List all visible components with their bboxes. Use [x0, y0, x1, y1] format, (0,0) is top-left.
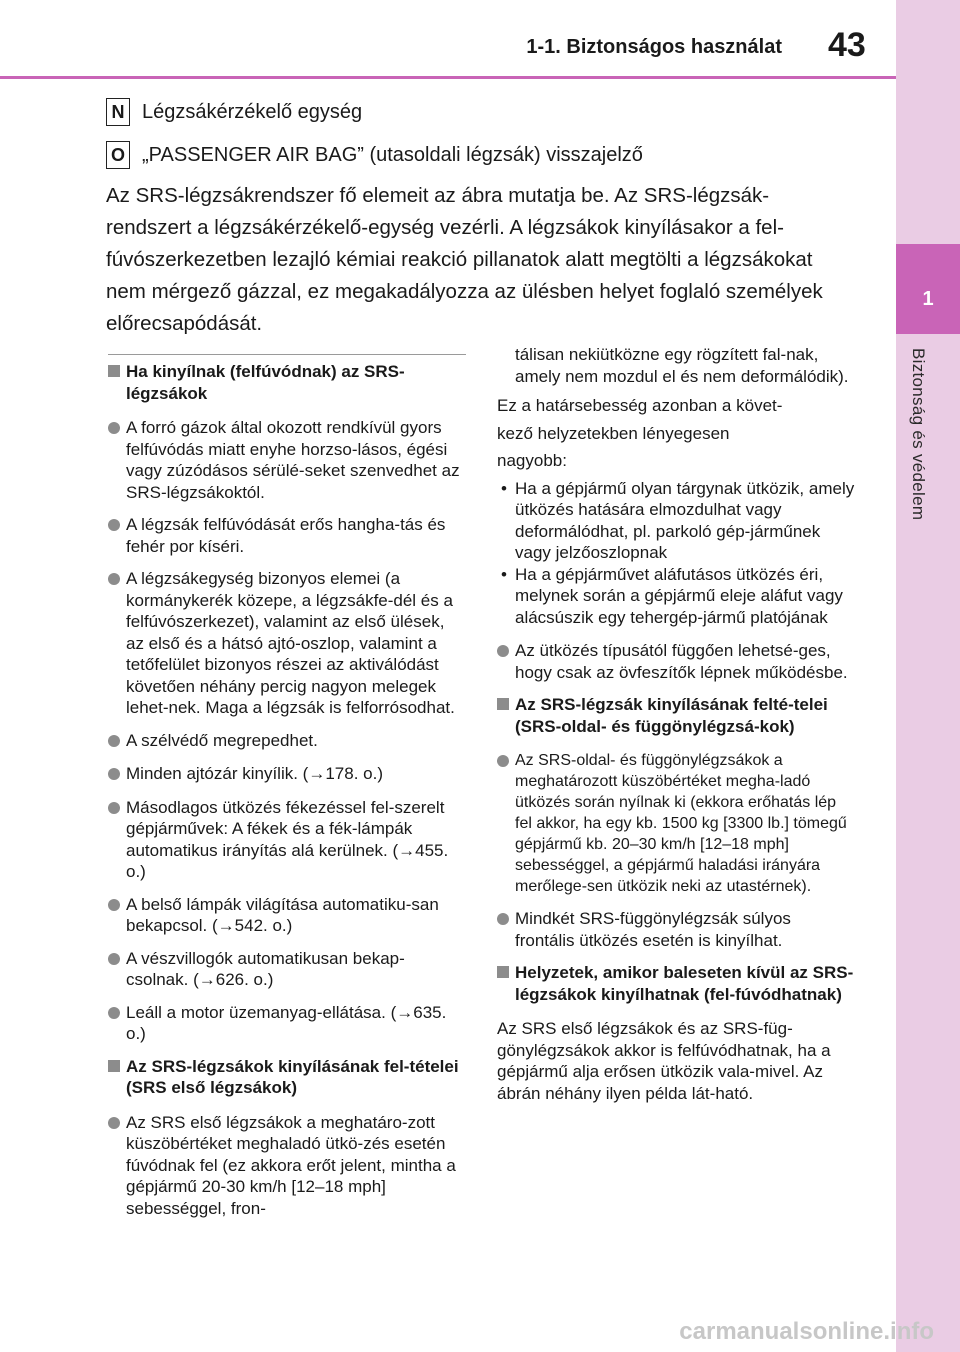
page-number: 43: [828, 26, 866, 64]
continued-text: tálisan nekiütközne egy rögzített fal-nak, amely nem mozdul el és nem deformálódik).: [515, 345, 849, 386]
header-divider: [0, 76, 896, 79]
bullet-item: Leáll a motor üzemanyag-ellátása. (→635. o.): [108, 1002, 466, 1045]
column-divider: [108, 354, 466, 355]
square-bullet-icon: [497, 698, 509, 710]
watermark: carmanualsonline.info: [679, 1318, 934, 1345]
legend-item-n: [106, 98, 362, 126]
left-column: [108, 340, 466, 1230]
dash-item: • Ha a gépjármű olyan tárgynak ütközik, amely ütközés hatására elmozdulhat vagy deformálódhat, pl. parkoló gép-járműnek vagy jelzőoszlopnak: [501, 478, 855, 562]
bullet-item: A vészvillogók automatikusan bekap-csolnak. (→626. o.): [108, 948, 466, 991]
square-bullet-icon: [108, 365, 120, 377]
body-text: Ez a határsebesség azonban a követ-: [497, 396, 783, 415]
chapter-title: Biztonság és védelem: [909, 348, 928, 521]
page-header: [0, 0, 896, 78]
bullet-dot-icon: [108, 735, 120, 747]
section-heading: Az SRS-légzsákok kinyílásának fel-tételei (SRS első légzsákok): [108, 1056, 466, 1099]
right-column: [497, 344, 855, 1110]
bullet-item: Az SRS-oldal- és függönylégzsákok a meghatározott küszöbértéket megha-ladó ütközés során nyílnak ki (ekkora erőhatás lép fel akkor, ha egy kb. 1500 kg [3300 lb.] tömegű gépjármű kb. 20–30 km/h [12–18 mph] sebességgel, a gépjármű haladási irányára merőlege-sen ütközik neki az utastérnek).: [497, 750, 855, 897]
bullet-item: Másodlagos ütközés fékezéssel fel-szerelt gépjárművek: A fékek és a fék-lámpák automatikus irányítás alá kerülnek. (→455. o.): [108, 797, 466, 883]
bullet-item: A forró gázok által okozott rendkívül gyors felfúvódás miatt enyhe horzso-lásos, égési vagy zúzódásos sérülé-seket szenvedhet az SRS-légzsákoktól.: [108, 417, 466, 503]
bullet-dot-icon: [497, 913, 509, 925]
bullet-dot-icon: [497, 755, 509, 767]
chapter-tab: 1: [896, 244, 960, 334]
legend-text: „PASSENGER AIR BAG” (utasoldali légzsák) visszajelző: [142, 143, 643, 166]
legend-text: Légzsákérzékelő egység: [142, 100, 363, 123]
body-text: kező helyzetekben lényegesen: [497, 423, 730, 443]
intro-paragraph: Az SRS-légzsákrendszer fő elemeit az ábra mutatja be. Az SRS-légzsák-rendszert a légzsákérzékelő-egység vezérli. A légzsákok kinyílásakor a fel-fúvószerkezetben lezajló kémiai reakció pillanatok alatt megtölti a légzsákokat nem mérgező gázzal, ez megakadályozza az ülésben helyet foglaló személyek előrecsapódását.: [106, 184, 823, 335]
square-bullet-icon: [497, 966, 509, 978]
square-bullet-icon: [108, 1060, 120, 1072]
bullet-item: Minden ajtózár kinyílik. (→178. o.): [108, 763, 466, 786]
bullet-dot-icon: [108, 953, 120, 965]
chapter-sidebar: [896, 0, 960, 1352]
dash-item: • Ha a gépjárművet aláfutásos ütközés éri, melynek során a gépjármű eleje aláfut vagy alácsúszik egy tehergép-jármű platójának: [501, 564, 843, 627]
legend-letter: N: [106, 98, 130, 126]
section-heading: Helyzetek, amikor baleseten kívül az SRS-légzsákok kinyílhatnak (fel-fúvódhatnak): [497, 962, 855, 1005]
bullet-item: Az ütközés típusától függően lehetsé-ges, hogy csak az övfeszítők lépnek működésbe.: [497, 640, 855, 683]
body-text: Az SRS első légzsákok és az SRS-füg-gönylégzsákok akkor is felfúvódhatnak, ha a gépjármű alja erősen ütközik vala-mivel. Az ábrán néhány ilyen példa lát-ható.: [497, 1019, 831, 1103]
bullet-dot-icon: [108, 422, 120, 434]
section-heading: Ha kinyílnak (felfúvódnak) az SRS-légzsákok: [108, 361, 466, 404]
section-heading: Az SRS-légzsák kinyílásának felté-telei (SRS-oldal- és függönylégzsá-kok): [497, 694, 855, 737]
legend-letter: O: [106, 141, 130, 169]
bullet-dot-icon: [108, 899, 120, 911]
bullet-item: A légzsákegység bizonyos elemei (a kormánykerék közepe, a légzsákfe-dél és a felfúvószerkezet), valamint az első ülések, az első és a hátsó ajtó-oszlop, valamint a tetőfelület bizonyos részei az aktiválódást követően néhány percig nagyon melegek lehet-nek. Maga a légzsák is felforrósodhat.: [108, 568, 466, 719]
bullet-item: A légzsák felfúvódását erős hangha-tás és fehér por kíséri.: [108, 514, 466, 557]
bullet-item: Mindkét SRS-függönylégzsák súlyos frontális ütközés esetén is kinyílhat.: [497, 908, 855, 951]
bullet-item: A szélvédő megrepedhet.: [108, 730, 466, 753]
bullet-dot-icon: [108, 1007, 120, 1019]
bullet-dot-icon: [108, 1117, 120, 1129]
bullet-dot-icon: [108, 573, 120, 585]
legend-item-o: [106, 141, 643, 169]
bullet-dot-icon: [497, 645, 509, 657]
bullet-item: Az SRS első légzsákok a meghatáro-zott küszöbértéket meghaladó ütkö-zés esetén fúvódnak fel (ez akkora erőt jelent, mintha a gépjármű 20-30 km/h [12–18 mph] sebességgel, fron-: [108, 1112, 466, 1220]
bullet-item: A belső lámpák világítása automatiku-san bekapcsol. (→542. o.): [108, 894, 466, 937]
body-text: nagyobb:: [497, 451, 567, 470]
section-title: 1-1. Biztonságos használat: [526, 36, 782, 58]
bullet-dot-icon: [108, 768, 120, 780]
bullet-dot-icon: [108, 519, 120, 531]
bullet-dot-icon: [108, 802, 120, 814]
